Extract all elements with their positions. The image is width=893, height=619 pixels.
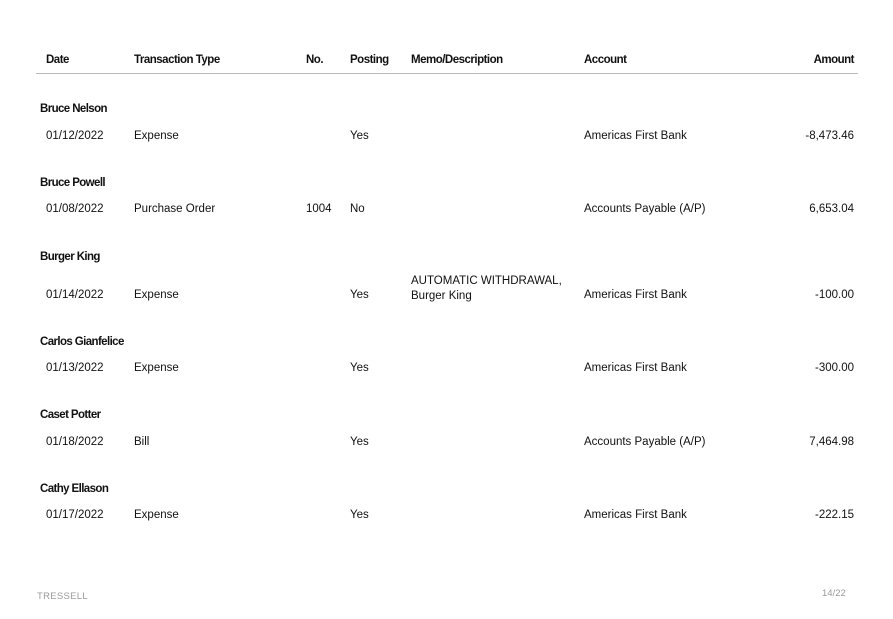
cell-memo: AUTOMATIC WITHDRAWAL, Burger King [411, 275, 562, 302]
cell-number: 1004 [306, 203, 332, 215]
cell-date: 01/08/2022 [46, 203, 104, 215]
cell-amount: -100.00 [814, 289, 854, 301]
group-name: Bruce Nelson [40, 103, 107, 115]
group-name: Carlos Gianfelice [40, 336, 124, 348]
group-name: Bruce Powell [40, 177, 106, 189]
cell-transaction-type: Bill [134, 436, 150, 448]
cell-posting: Yes [350, 509, 369, 521]
cell-transaction-type: Purchase Order [134, 203, 216, 215]
cell-account: Americas First Bank [584, 362, 687, 374]
cell-transaction-type: Expense [134, 130, 179, 142]
column-header-memo: Memo/Description [411, 54, 503, 66]
cell-account: Americas First Bank [584, 509, 687, 521]
cell-posting: Yes [350, 130, 369, 142]
group-name: Cathy Ellason [40, 483, 109, 495]
cell-transaction-type: Expense [134, 289, 179, 301]
cell-transaction-type: Expense [134, 509, 179, 521]
cell-account: Accounts Payable (A/P) [584, 436, 706, 448]
cell-amount: -222.15 [814, 509, 854, 521]
column-header-number: No. [306, 54, 324, 66]
footer-page-number: 14/22 [822, 588, 846, 599]
column-header-row [36, 54, 858, 68]
group-name: Caset Potter [40, 409, 101, 421]
cell-amount: 7,464.98 [809, 436, 854, 448]
cell-date: 01/12/2022 [46, 130, 104, 142]
cell-date: 01/17/2022 [46, 509, 104, 521]
cell-amount: -8,473.46 [805, 130, 854, 142]
group-name: Burger King [40, 251, 100, 263]
cell-posting: Yes [350, 289, 369, 301]
cell-account: Accounts Payable (A/P) [584, 203, 706, 215]
cell-account: Americas First Bank [584, 289, 687, 301]
cell-date: 01/14/2022 [46, 289, 104, 301]
cell-posting: No [350, 203, 365, 215]
cell-posting: Yes [350, 436, 369, 448]
cell-date: 01/13/2022 [46, 362, 104, 374]
column-header-transaction-type: Transaction Type [134, 54, 220, 66]
header-divider [36, 73, 858, 74]
cell-date: 01/18/2022 [46, 436, 104, 448]
cell-transaction-type: Expense [134, 362, 179, 374]
cell-amount: -300.00 [814, 362, 854, 374]
cell-amount: 6,653.04 [809, 203, 854, 215]
column-header-posting: Posting [350, 54, 389, 66]
cell-posting: Yes [350, 362, 369, 374]
footer-brand: TRESSELL [37, 591, 88, 602]
column-header-date: Date [46, 54, 69, 66]
cell-account: Americas First Bank [584, 130, 687, 142]
column-header-amount: Amount [813, 54, 854, 66]
column-header-account: Account [584, 54, 627, 66]
